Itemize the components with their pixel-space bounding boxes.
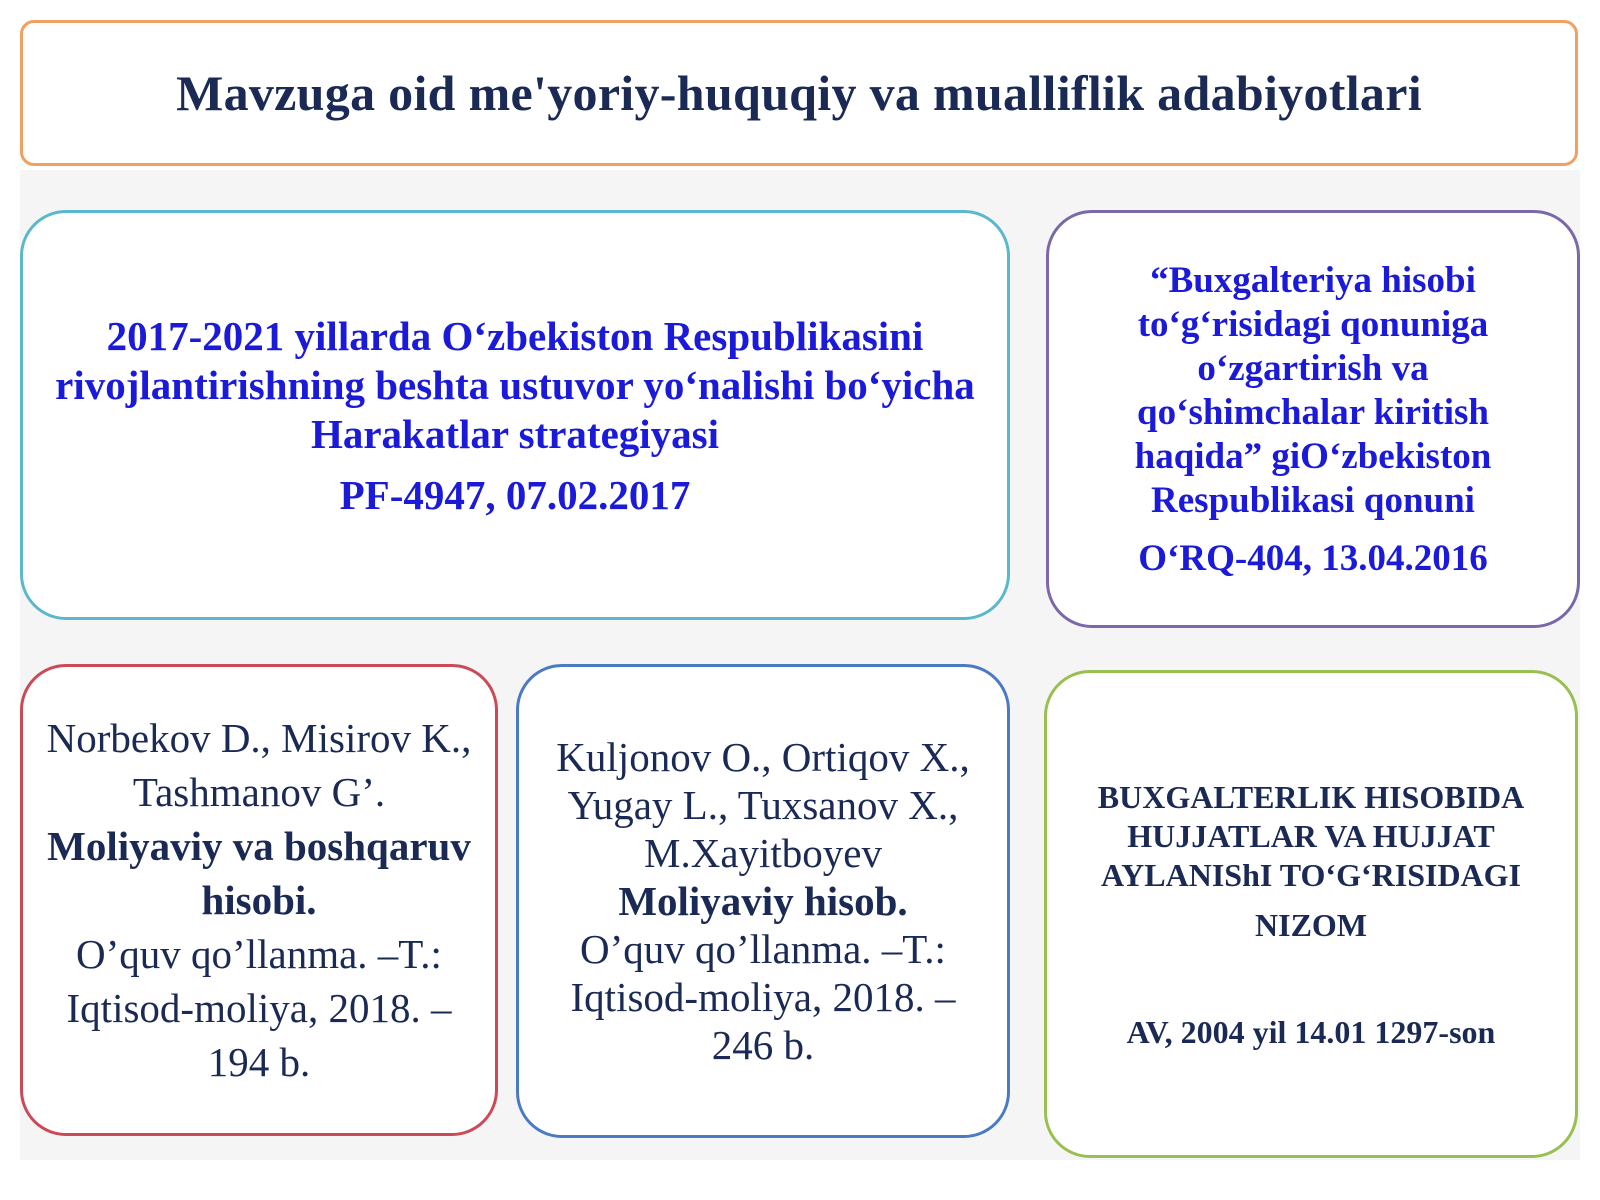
law-code: O‘RQ-404, 13.04.2016 [1138, 537, 1488, 579]
book-1-citation [39, 711, 479, 1089]
book-1-title: Moliyaviy va boshqaruv hisobi. [47, 823, 471, 923]
nizom-reference: AV, 2004 yil 14.01 1297-son [1126, 1013, 1496, 1050]
book-2-details: O’quv qo’llanma. –T.: Iqtisod-moliya, 2018. – 246 b. [570, 926, 956, 1068]
book-1-details: O’quv qo’llanma. –T.: Iqtisod-moliya, 2018. – 194 b. [66, 931, 452, 1085]
strategy-title: 2017-2021 yillarda O‘zbekiston Respublikasini rivojlantirishning beshta ustuvor yo‘nalishi bo‘yicha Harakatlar strategiyasi [55, 312, 975, 457]
book-2-citation [543, 733, 983, 1069]
book-2-title: Moliyaviy hisob. [618, 878, 908, 924]
book-2-authors: Kuljonov O., Ortiqov X., Yugay L., Tuxsanov X., M.Xayitboyev [556, 734, 970, 876]
law-title: “Buxgalteriya hisobi to‘g‘risidagi qonuniga o‘zgartirish va qo‘shimchalar kiritish haqida” giO‘zbekiston Respublikasi qonuni [1134, 259, 1492, 521]
page-title: Mavzuga oid me'yoriy-huquqiy va mualliflik adabiyotlari [176, 65, 1422, 121]
strategy-card [20, 210, 1010, 620]
law-card [1046, 210, 1580, 628]
nizom-word: NIZOM [1255, 906, 1367, 943]
book-card-1 [20, 664, 498, 1136]
title-box [20, 20, 1578, 166]
nizom-card [1044, 670, 1578, 1158]
book-1-authors: Norbekov D., Misirov K., Tashmanov G’. [46, 715, 472, 815]
strategy-code: PF-4947, 07.02.2017 [339, 471, 691, 518]
nizom-title: BUXGALTERLIK HISOBIDA HUJJATLAR VA HUJJAT AYLANIShI TO‘G‘RISIDAGI [1097, 778, 1525, 893]
book-card-2 [516, 664, 1010, 1138]
